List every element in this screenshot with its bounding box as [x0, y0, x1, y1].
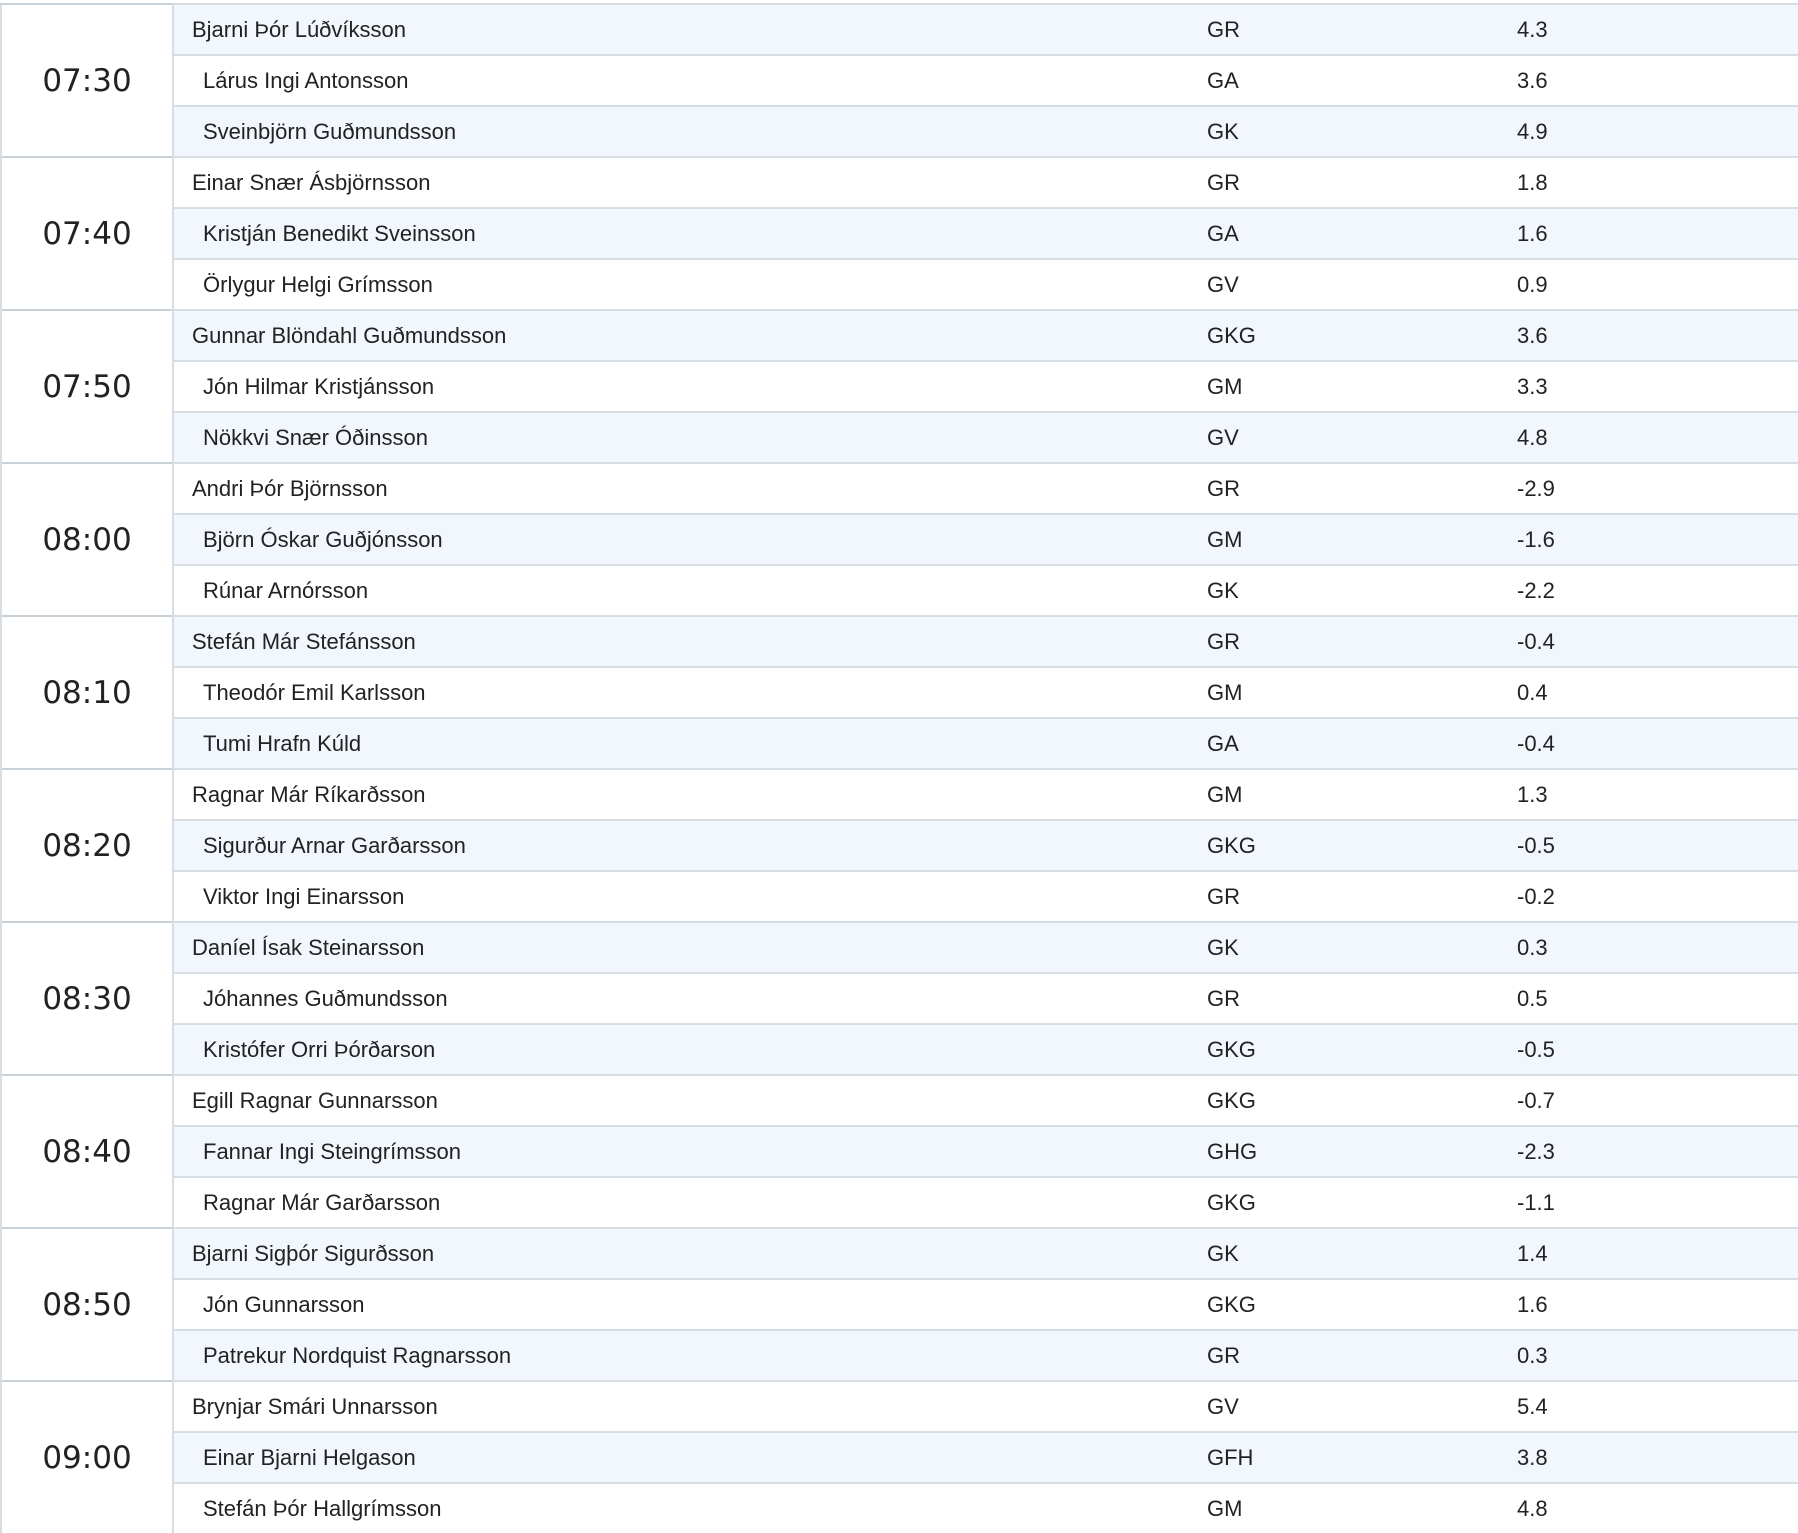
tee-time: 08:10 — [1, 616, 173, 769]
player-handicap: 3.8 — [1505, 1432, 1798, 1483]
tee-time: 09:00 — [1, 1381, 173, 1533]
player-name: Einar Snær Ásbjörnsson — [192, 170, 431, 195]
table-row — [1, 412, 1798, 463]
tee-time: 07:50 — [1, 310, 173, 463]
player-club: GV — [1194, 412, 1505, 463]
player-handicap: 3.3 — [1505, 361, 1798, 412]
player-name: Viktor Ingi Einarsson — [203, 884, 405, 909]
player-name-cell — [173, 1279, 1194, 1330]
player-club: GM — [1194, 769, 1505, 820]
player-name: Bjarni Þór Lúðvíksson — [192, 17, 406, 42]
player-club: GHG — [1194, 1126, 1505, 1177]
player-handicap: 3.6 — [1505, 55, 1798, 106]
player-handicap: 1.6 — [1505, 208, 1798, 259]
player-handicap: -0.4 — [1505, 718, 1798, 769]
player-name: Fannar Ingi Steingrímsson — [203, 1139, 462, 1164]
table-row — [1, 871, 1798, 922]
player-handicap: 4.8 — [1505, 412, 1798, 463]
player-club: GR — [1194, 4, 1505, 55]
player-club: GV — [1194, 259, 1505, 310]
player-club: GKG — [1194, 1279, 1505, 1330]
table-row — [1, 1024, 1798, 1075]
player-handicap: -2.3 — [1505, 1126, 1798, 1177]
player-name: Kristófer Orri Þórðarson — [203, 1037, 436, 1062]
player-handicap: -1.6 — [1505, 514, 1798, 565]
player-name-cell — [173, 922, 1194, 973]
player-name: Bjarni Sigþór Sigurðsson — [192, 1241, 435, 1266]
player-name-cell — [173, 769, 1194, 820]
player-club: GK — [1194, 565, 1505, 616]
player-club: GK — [1194, 922, 1505, 973]
player-club: GKG — [1194, 1024, 1505, 1075]
table-row — [1, 259, 1798, 310]
player-handicap: 3.6 — [1505, 310, 1798, 361]
table-row — [1, 1330, 1798, 1381]
player-handicap: 1.6 — [1505, 1279, 1798, 1330]
player-name-cell — [173, 514, 1194, 565]
player-name-cell — [173, 463, 1194, 514]
player-handicap: 5.4 — [1505, 1381, 1798, 1432]
player-name: Jóhannes Guðmundsson — [203, 986, 448, 1011]
player-handicap: 0.3 — [1505, 1330, 1798, 1381]
table-row — [1, 973, 1798, 1024]
player-name-cell — [173, 1381, 1194, 1432]
player-club: GR — [1194, 157, 1505, 208]
player-handicap: 1.8 — [1505, 157, 1798, 208]
player-handicap: -0.5 — [1505, 820, 1798, 871]
player-club: GK — [1194, 106, 1505, 157]
player-club: GR — [1194, 616, 1505, 667]
player-name-cell — [173, 1024, 1194, 1075]
table-row — [1, 1126, 1798, 1177]
table-row — [1, 1483, 1798, 1533]
player-name: Gunnar Blöndahl Guðmundsson — [192, 323, 507, 348]
player-handicap: -0.7 — [1505, 1075, 1798, 1126]
tee-time: 08:40 — [1, 1075, 173, 1228]
player-name-cell — [173, 820, 1194, 871]
player-club: GV — [1194, 1381, 1505, 1432]
player-name: Daníel Ísak Steinarsson — [192, 935, 425, 960]
table-row — [1, 667, 1798, 718]
player-name-cell — [173, 310, 1194, 361]
player-handicap: 0.5 — [1505, 973, 1798, 1024]
table-row — [1, 820, 1798, 871]
player-club: GM — [1194, 1483, 1505, 1533]
player-name: Brynjar Smári Unnarsson — [192, 1394, 438, 1419]
player-handicap: -0.4 — [1505, 616, 1798, 667]
player-name-cell — [173, 871, 1194, 922]
player-handicap: -0.5 — [1505, 1024, 1798, 1075]
player-name: Sigurður Arnar Garðarsson — [203, 833, 466, 858]
player-name-cell — [173, 565, 1194, 616]
player-club: GR — [1194, 1330, 1505, 1381]
player-handicap: -2.2 — [1505, 565, 1798, 616]
table-row — [1, 106, 1798, 157]
table-row — [1, 1228, 1798, 1279]
player-handicap: -1.1 — [1505, 1177, 1798, 1228]
table-row — [1, 718, 1798, 769]
player-name-cell — [173, 1177, 1194, 1228]
player-name: Tumi Hrafn Kúld — [203, 731, 362, 756]
table-row — [1, 463, 1798, 514]
tee-time: 07:40 — [1, 157, 173, 310]
table-row — [1, 769, 1798, 820]
tee-time: 07:30 — [1, 4, 173, 157]
player-handicap: -0.2 — [1505, 871, 1798, 922]
player-club: GA — [1194, 208, 1505, 259]
player-handicap: 1.4 — [1505, 1228, 1798, 1279]
player-name-cell — [173, 157, 1194, 208]
player-handicap: 0.4 — [1505, 667, 1798, 718]
player-club: GFH — [1194, 1432, 1505, 1483]
tee-time: 08:30 — [1, 922, 173, 1075]
player-club: GM — [1194, 514, 1505, 565]
table-row — [1, 157, 1798, 208]
table-row — [1, 310, 1798, 361]
player-name-cell — [173, 1126, 1194, 1177]
table-row — [1, 361, 1798, 412]
tee-times-table — [0, 3, 1798, 1533]
table-row — [1, 1432, 1798, 1483]
player-name-cell — [173, 259, 1194, 310]
player-handicap: 4.3 — [1505, 4, 1798, 55]
player-name-cell — [173, 412, 1194, 463]
player-club: GM — [1194, 361, 1505, 412]
table-row — [1, 208, 1798, 259]
player-name-cell — [173, 361, 1194, 412]
table-row — [1, 55, 1798, 106]
player-name-cell — [173, 1075, 1194, 1126]
player-name: Lárus Ingi Antonsson — [203, 68, 409, 93]
player-name: Einar Bjarni Helgason — [203, 1445, 416, 1470]
player-club: GA — [1194, 55, 1505, 106]
player-handicap: 4.8 — [1505, 1483, 1798, 1533]
player-club: GA — [1194, 718, 1505, 769]
player-name-cell — [173, 1483, 1194, 1533]
player-club: GR — [1194, 871, 1505, 922]
player-name-cell — [173, 1432, 1194, 1483]
table-row — [1, 565, 1798, 616]
table-row — [1, 4, 1798, 55]
player-name-cell — [173, 1330, 1194, 1381]
player-handicap: 0.3 — [1505, 922, 1798, 973]
player-club: GKG — [1194, 1177, 1505, 1228]
player-name-cell — [173, 667, 1194, 718]
player-name-cell — [173, 208, 1194, 259]
player-name: Jón Gunnarsson — [203, 1292, 365, 1317]
player-club: GKG — [1194, 820, 1505, 871]
player-name: Rúnar Arnórsson — [203, 578, 369, 603]
table-row — [1, 1075, 1798, 1126]
player-name: Örlygur Helgi Grímsson — [203, 272, 433, 297]
tee-time: 08:50 — [1, 1228, 173, 1381]
player-name: Theodór Emil Karlsson — [203, 680, 426, 705]
player-name: Kristján Benedikt Sveinsson — [203, 221, 476, 246]
player-name-cell — [173, 106, 1194, 157]
player-name-cell — [173, 55, 1194, 106]
player-club: GKG — [1194, 310, 1505, 361]
player-name-cell — [173, 4, 1194, 55]
player-club: GK — [1194, 1228, 1505, 1279]
tee-time: 08:00 — [1, 463, 173, 616]
table-row — [1, 514, 1798, 565]
player-name: Patrekur Nordquist Ragnarsson — [203, 1343, 512, 1368]
player-name-cell — [173, 616, 1194, 667]
table-row — [1, 922, 1798, 973]
tee-times-body — [1, 4, 1798, 1533]
player-name: Sveinbjörn Guðmundsson — [203, 119, 457, 144]
player-handicap: 1.3 — [1505, 769, 1798, 820]
player-name: Andri Þór Björnsson — [192, 476, 388, 501]
player-name-cell — [173, 1228, 1194, 1279]
table-row — [1, 1177, 1798, 1228]
player-club: GR — [1194, 463, 1505, 514]
player-name: Egill Ragnar Gunnarsson — [192, 1088, 438, 1113]
player-handicap: 0.9 — [1505, 259, 1798, 310]
player-name-cell — [173, 718, 1194, 769]
player-name-cell — [173, 973, 1194, 1024]
player-club: GM — [1194, 667, 1505, 718]
player-name: Nökkvi Snær Óðinsson — [203, 425, 428, 450]
table-row — [1, 1279, 1798, 1330]
player-name: Stefán Þór Hallgrímsson — [203, 1496, 442, 1521]
player-handicap: -2.9 — [1505, 463, 1798, 514]
player-club: GR — [1194, 973, 1505, 1024]
player-name: Björn Óskar Guðjónsson — [203, 527, 443, 552]
player-name: Jón Hilmar Kristjánsson — [203, 374, 435, 399]
table-row — [1, 616, 1798, 667]
player-handicap: 4.9 — [1505, 106, 1798, 157]
player-name: Ragnar Már Garðarsson — [203, 1190, 441, 1215]
tee-time: 08:20 — [1, 769, 173, 922]
player-name: Stefán Már Stefánsson — [192, 629, 416, 654]
table-row — [1, 1381, 1798, 1432]
player-name: Ragnar Már Ríkarðsson — [192, 782, 426, 807]
player-club: GKG — [1194, 1075, 1505, 1126]
